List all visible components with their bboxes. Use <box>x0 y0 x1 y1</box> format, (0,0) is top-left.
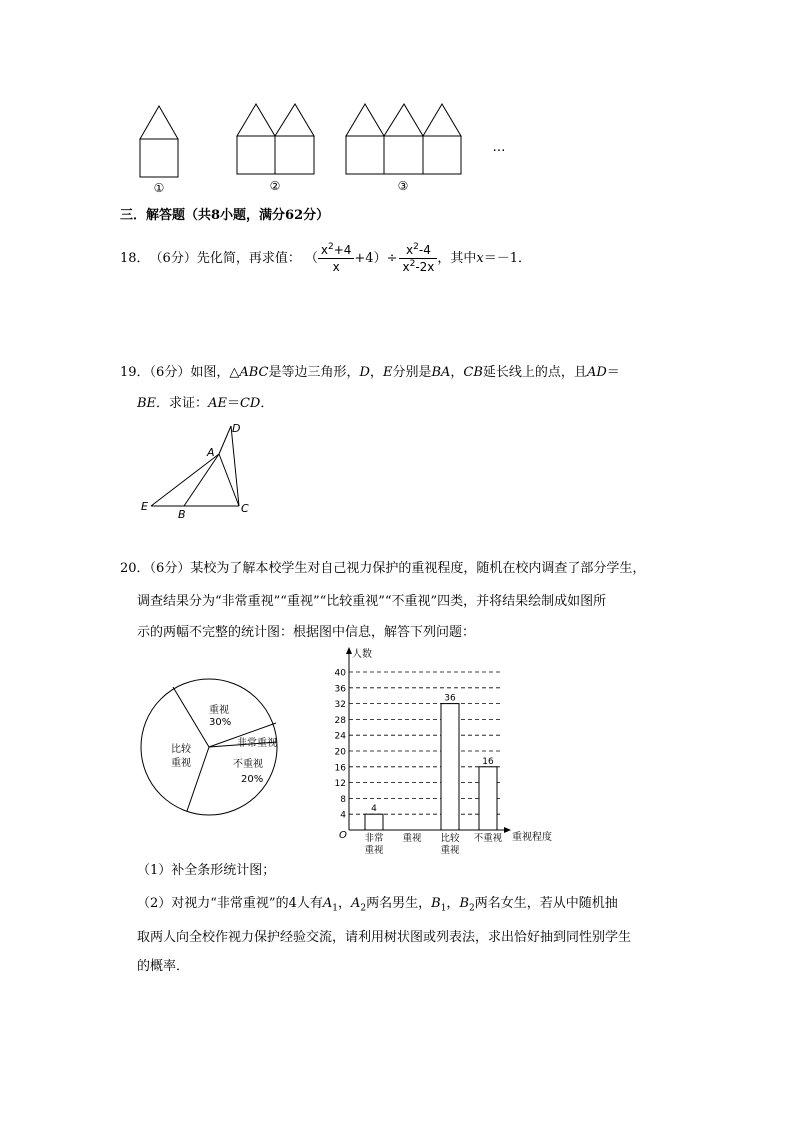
question-20-line-2: 调查结果分为“非常重视”“重视”“比较重视”“不重视”四类，并将结果绘制成如图所 <box>137 594 607 609</box>
y-tick-label: 28 <box>334 715 346 726</box>
question-20-line-3: 示的两幅不完整的统计图：根据图中信息，解答下列问题： <box>137 625 476 640</box>
y-tick-label: 8 <box>340 794 346 805</box>
house-figure-2 <box>237 104 314 174</box>
point-label-B: B <box>178 508 186 521</box>
pattern-label-1: ① <box>153 181 165 195</box>
bar-data-label: 4 <box>371 804 377 815</box>
y-tick-label: 4 <box>340 810 346 821</box>
question-19-line-1: 19．（6分）如图，△ABC是等边三角形，D，E分别是BA，CB延长线上的点，且AD＝ <box>120 365 620 380</box>
question-19-line-2: BE．求证：AE＝CD． <box>137 396 274 411</box>
point-label-D: D <box>232 422 241 435</box>
x-tick-label: 比较 <box>440 833 460 844</box>
q18-var: x <box>476 250 484 266</box>
bar-data-label: 36 <box>444 693 456 704</box>
pie-label-zhongshi-pct: 30% <box>209 717 232 728</box>
pie-label-bijiao-2: 重视 <box>171 758 191 769</box>
bar <box>441 704 459 830</box>
x-tick-label: 非常 <box>364 833 384 844</box>
question-20-line-1: 20．（6分）某校为了解本校学生对自己视力保护的重视程度，随机在校内调查了部分学生， <box>120 561 646 576</box>
question-20-sub-1: （1）补全条形统计图； <box>137 863 276 878</box>
question-18 <box>120 242 531 275</box>
point-label-A: A <box>207 446 215 459</box>
house-figure-1 <box>140 106 178 177</box>
pie-divider-top <box>173 687 209 747</box>
y-tick-label: 36 <box>334 684 346 695</box>
x-tick-label: 重视 <box>364 845 384 856</box>
x-axis-arrow <box>504 827 511 833</box>
bar <box>479 767 497 830</box>
y-tick-label: 16 <box>334 763 346 774</box>
pie-label-bijiao-1: 比较 <box>171 744 191 755</box>
house-pattern-figure <box>125 96 525 202</box>
q18-condition: ＝－1． <box>483 250 532 266</box>
y-tick-label: 32 <box>334 700 346 711</box>
x-tick-label: 不重视 <box>473 833 503 844</box>
pie-label-buzhongshi: 不重视 <box>233 759 263 770</box>
bar <box>365 814 383 830</box>
y-tick-label: 20 <box>334 747 346 758</box>
pattern-ellipsis: … <box>492 140 506 155</box>
x-tick-label: 重视 <box>402 833 422 844</box>
q18-lparen: （ <box>304 250 318 266</box>
point-label-C: C <box>241 502 249 515</box>
origin-label: O <box>339 830 347 841</box>
pie-chart <box>135 670 295 830</box>
y-tick-label: 24 <box>334 731 346 742</box>
point-label-E: E <box>141 500 148 513</box>
question-20-sub-2-line-2: 取两人向全校作视力保护经验交流，请利用树状图或列表法，求出恰好抽到同性别学生 <box>137 930 632 945</box>
q18-text: 先化简，再求值： <box>196 250 301 266</box>
q18-tail: ，其中 <box>437 250 477 266</box>
pattern-label-2: ② <box>269 179 281 193</box>
section-3-heading: 三．解答题（共8小题，满分62分） <box>120 208 330 223</box>
bar-chart <box>330 644 570 860</box>
pie-label-buzhongshi-pct: 20% <box>241 774 264 785</box>
house-figure-3 <box>346 104 461 174</box>
question-20-sub-2-line-3: 的概率． <box>137 959 190 974</box>
q18-fraction-2: $\frac{x^2-4}{x^2-2x}$ <box>399 242 437 275</box>
y-axis-label: 人数 <box>352 649 372 660</box>
q18-score: （6分） <box>149 250 197 266</box>
pattern-label-3: ③ <box>397 179 409 193</box>
x-axis-label: 重视程度 <box>512 832 552 843</box>
y-tick-label: 40 <box>334 668 346 679</box>
triangle-figure <box>135 418 260 523</box>
pie-divider-bottom <box>187 747 209 811</box>
q18-plus4: +4）÷ <box>354 250 398 266</box>
pie-label-zhongshi: 重视 <box>209 705 229 716</box>
x-tick-label: 重视 <box>440 845 460 856</box>
question-20-sub-2-line-1: （2）对视力“非常重视”的4人有$A_1$，$A_2$两名男生，$B_1$，$B_2$两名女生，若从中随机抽 <box>137 896 618 914</box>
q18-fraction-1: $\frac{x^2+4}{x}$ <box>318 242 355 275</box>
y-tick-label: 12 <box>334 779 346 790</box>
pie-label-feichang: 非常重视 <box>237 738 277 749</box>
q18-number: 18． <box>120 250 150 266</box>
bar-data-label: 16 <box>482 756 494 767</box>
